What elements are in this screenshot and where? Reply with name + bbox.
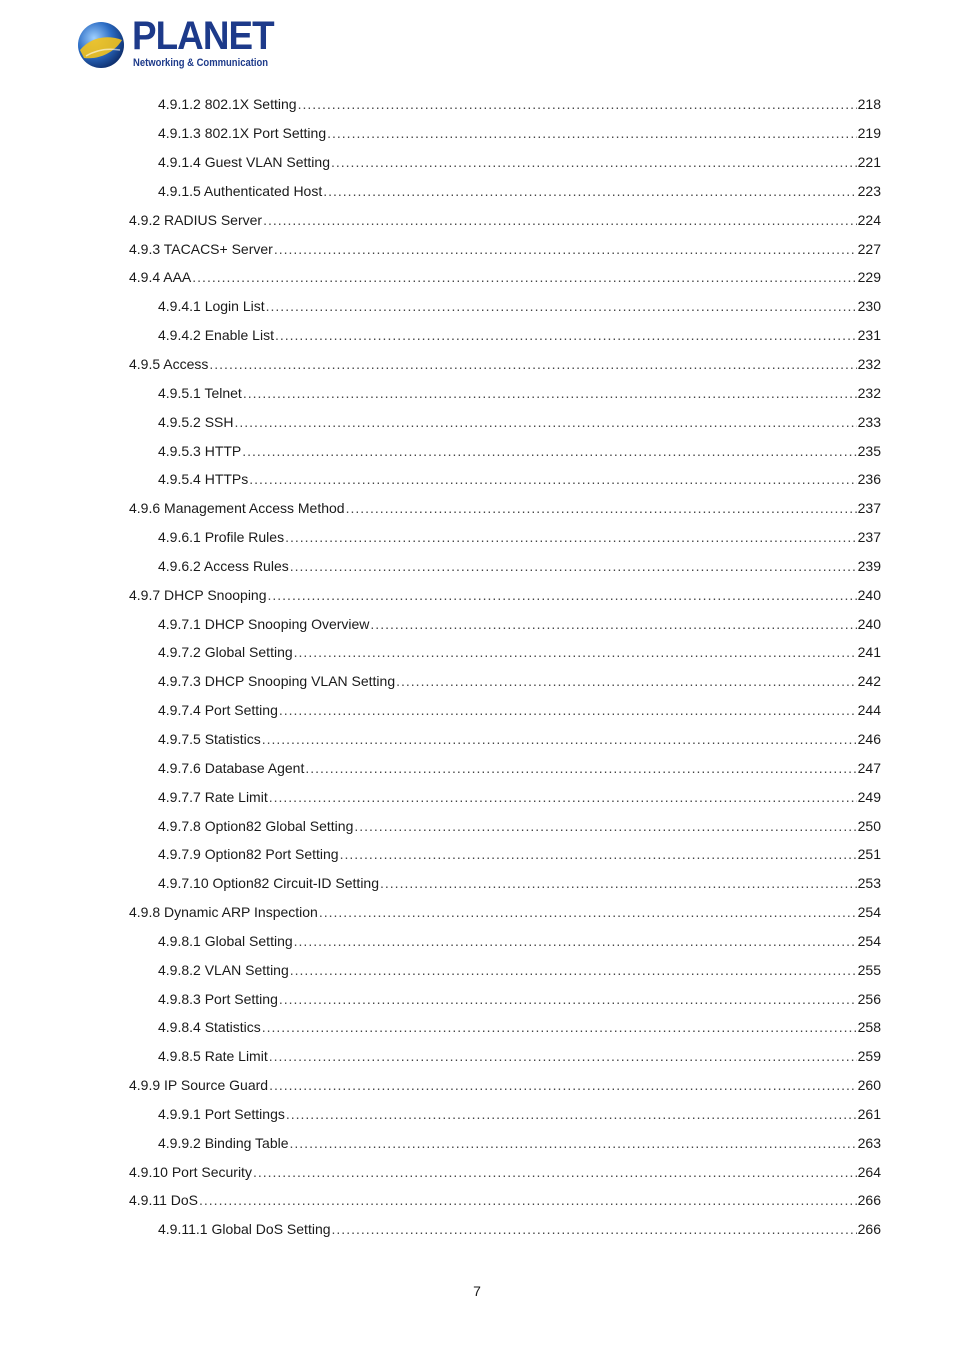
toc-entry-page[interactable]: 240	[857, 615, 881, 632]
toc-dot-leader	[290, 558, 857, 574]
toc-dot-leader	[290, 1135, 857, 1151]
toc-entry-page[interactable]: 264	[857, 1163, 881, 1180]
toc-entry[interactable]	[0, 465, 954, 494]
toc-entry-title[interactable]: 4.9.1.5 Authenticated Host	[158, 182, 323, 199]
toc-entry[interactable]	[0, 234, 954, 263]
toc-entry-title[interactable]: 4.9.7.4 Port Setting	[158, 702, 278, 719]
toc-entry-row[interactable]	[158, 1135, 881, 1151]
toc-dot-leader	[274, 241, 857, 257]
toc-entry-page[interactable]: 237	[857, 529, 881, 546]
toc-entry-page[interactable]: 260	[857, 1077, 881, 1094]
page-number: 7	[473, 1283, 481, 1299]
toc-dot-leader	[268, 587, 857, 603]
toc-entry[interactable]	[0, 263, 954, 292]
toc-entry-row[interactable]	[158, 818, 881, 834]
table-of-contents	[0, 90, 954, 1244]
toc-entry-page[interactable]: 254	[857, 904, 881, 921]
toc-entry-row[interactable]	[158, 443, 881, 459]
toc-entry-title[interactable]: 4.9.1.3 802.1X Port Setting	[158, 125, 327, 142]
toc-entry-page[interactable]: 249	[857, 788, 881, 805]
toc-entry-page[interactable]: 240	[857, 586, 881, 603]
toc-entry-row[interactable]	[158, 673, 881, 689]
toc-entry-row[interactable]	[158, 327, 881, 343]
toc-dot-leader	[294, 933, 857, 949]
toc-entry-title[interactable]: 4.9.7.2 Global Setting	[158, 644, 293, 661]
toc-entry-title[interactable]: 4.9.3 TACACS+ Server	[129, 240, 273, 257]
toc-entry-row[interactable]	[129, 904, 881, 920]
toc-entry-page[interactable]: 241	[857, 644, 881, 661]
toc-entry[interactable]	[0, 292, 954, 321]
toc-entry-page[interactable]: 263	[857, 1134, 881, 1151]
toc-entry-row[interactable]	[158, 846, 881, 862]
toc-dot-leader	[331, 154, 857, 170]
toc-entry-row[interactable]	[158, 558, 881, 574]
toc-entry-page[interactable]: 231	[857, 327, 881, 344]
toc-entry-page[interactable]: 236	[857, 471, 881, 488]
toc-entry[interactable]	[0, 725, 954, 754]
toc-entry-row[interactable]	[158, 616, 881, 632]
toc-entry-title[interactable]: 4.9.10 Port Security	[129, 1163, 252, 1180]
toc-entry-page[interactable]: 232	[857, 384, 881, 401]
toc-entry-page[interactable]: 266	[857, 1221, 881, 1238]
toc-entry-title[interactable]: 4.9.11 DoS	[129, 1192, 199, 1209]
toc-dot-leader	[263, 212, 857, 228]
toc-entry[interactable]	[0, 177, 954, 206]
toc-entry-page[interactable]: 221	[857, 154, 881, 171]
toc-entry[interactable]	[0, 811, 954, 840]
toc-entry-page[interactable]: 253	[857, 875, 881, 892]
toc-entry-title[interactable]: 4.9.4.1 Login List	[158, 298, 265, 315]
globe-icon	[76, 20, 126, 70]
toc-entry-title[interactable]: 4.9.8.5 Rate Limit	[158, 1048, 268, 1065]
toc-entry-page[interactable]: 246	[857, 730, 881, 747]
toc-entry-page[interactable]: 247	[857, 759, 881, 776]
toc-entry-title[interactable]: 4.9.8.1 Global Setting	[158, 932, 293, 949]
toc-entry[interactable]	[0, 696, 954, 725]
toc-entry-row[interactable]	[158, 529, 881, 545]
toc-dot-leader	[209, 356, 856, 372]
toc-dot-leader	[279, 991, 857, 1007]
toc-entry-page[interactable]: 256	[857, 990, 881, 1007]
toc-entry[interactable]	[0, 667, 954, 696]
toc-dot-leader	[354, 818, 856, 834]
toc-entry-row[interactable]	[129, 587, 881, 603]
toc-dot-leader	[380, 875, 857, 891]
toc-dot-leader	[319, 904, 857, 920]
toc-entry[interactable]	[0, 523, 954, 552]
toc-entry-title[interactable]: 4.9.8.2 VLAN Setting	[158, 961, 289, 978]
toc-entry[interactable]	[0, 869, 954, 898]
logo-tagline: Networking & Communication	[133, 57, 269, 69]
toc-entry-page[interactable]: 227	[857, 240, 881, 257]
toc-dot-leader	[305, 760, 856, 776]
toc-entry-title[interactable]: 4.9.2 RADIUS Server	[129, 211, 263, 228]
toc-entry-title[interactable]: 4.9.1.2 802.1X Setting	[158, 96, 297, 113]
toc-entry-title[interactable]: 4.9.5.4 HTTPs	[158, 471, 249, 488]
toc-entry-page[interactable]: 218	[857, 96, 881, 113]
toc-entry-page[interactable]: 250	[857, 817, 881, 834]
toc-entry-title[interactable]: 4.9.7.7 Rate Limit	[158, 788, 268, 805]
toc-entry-page[interactable]: 258	[857, 1019, 881, 1036]
toc-entry-row[interactable]	[158, 962, 881, 978]
toc-entry-title[interactable]: 4.9.7.6 Database Agent	[158, 759, 305, 776]
toc-entry-title[interactable]: 4.9.1.4 Guest VLAN Setting	[158, 154, 330, 171]
toc-entry[interactable]	[0, 1013, 954, 1042]
toc-entry-row[interactable]	[158, 1221, 881, 1237]
toc-entry-title[interactable]: 4.9.4 AAA	[129, 269, 192, 286]
toc-entry-title[interactable]: 4.9.9 IP Source Guard	[129, 1077, 269, 1094]
toc-dot-leader	[253, 1164, 857, 1180]
toc-dot-leader	[285, 529, 857, 545]
toc-entry-row[interactable]	[129, 212, 881, 228]
toc-dot-leader	[327, 125, 857, 141]
toc-entry[interactable]	[0, 638, 954, 667]
toc-entry-page[interactable]: 219	[857, 125, 881, 142]
toc-entry-title[interactable]: 4.9.11.1 Global DoS Setting	[158, 1221, 331, 1238]
toc-entry-title[interactable]: 4.9.8 Dynamic ARP Inspection	[129, 904, 318, 921]
toc-dot-leader	[269, 789, 857, 805]
toc-dot-leader	[235, 414, 857, 430]
toc-entry-page[interactable]: 223	[857, 182, 881, 199]
toc-entry-row[interactable]	[158, 1048, 881, 1064]
toc-entry-title[interactable]: 4.9.5.1 Telnet	[158, 384, 242, 401]
toc-entry[interactable]	[0, 926, 954, 955]
toc-dot-leader	[346, 500, 857, 516]
toc-entry-page[interactable]: 229	[857, 269, 881, 286]
toc-entry[interactable]	[0, 148, 954, 177]
toc-entry-page[interactable]: 261	[857, 1105, 881, 1122]
toc-entry-row[interactable]	[158, 644, 881, 660]
toc-entry-row[interactable]	[158, 760, 881, 776]
toc-entry[interactable]	[0, 552, 954, 581]
toc-entry-title[interactable]: 4.9.5.2 SSH	[158, 413, 234, 430]
toc-entry[interactable]	[0, 436, 954, 465]
toc-dot-leader	[290, 962, 857, 978]
toc-entry[interactable]	[0, 350, 954, 379]
toc-entry[interactable]	[0, 1071, 954, 1100]
toc-entry-page[interactable]: 251	[857, 846, 881, 863]
toc-entry-row[interactable]	[129, 1192, 881, 1208]
toc-dot-leader	[298, 96, 857, 112]
toc-entry-title[interactable]: 4.9.8.4 Statistics	[158, 1019, 261, 1036]
toc-entry-page[interactable]: 239	[857, 557, 881, 574]
toc-entry-row[interactable]	[158, 154, 881, 170]
toc-entry[interactable]	[0, 1128, 954, 1157]
toc-entry[interactable]	[0, 580, 954, 609]
toc-entry[interactable]	[0, 1186, 954, 1215]
toc-entry-row[interactable]	[158, 702, 881, 718]
planet-logo	[76, 14, 276, 72]
toc-entry-row[interactable]	[158, 789, 881, 805]
toc-entry-page[interactable]: 233	[857, 413, 881, 430]
toc-entry-title[interactable]: 4.9.9.1 Port Settings	[158, 1105, 285, 1122]
toc-entry-title[interactable]: 4.9.7.10 Option82 Circuit-ID Setting	[158, 875, 380, 892]
toc-entry[interactable]	[0, 1157, 954, 1186]
toc-entry-page[interactable]: 255	[857, 961, 881, 978]
toc-entry[interactable]	[0, 119, 954, 148]
toc-entry-row[interactable]	[129, 1164, 881, 1180]
toc-entry-title[interactable]: 4.9.5.3 HTTP	[158, 442, 242, 459]
toc-entry-row[interactable]	[129, 1077, 881, 1093]
toc-entry-row[interactable]	[129, 356, 881, 372]
toc-dot-leader	[323, 183, 856, 199]
toc-entry-title[interactable]: 4.9.7.5 Statistics	[158, 730, 261, 747]
toc-entry-page[interactable]: 259	[857, 1048, 881, 1065]
toc-dot-leader	[262, 1019, 857, 1035]
toc-entry[interactable]	[0, 984, 954, 1013]
toc-entry-title[interactable]: 4.9.8.3 Port Setting	[158, 990, 278, 1007]
toc-entry[interactable]	[0, 609, 954, 638]
toc-entry-page[interactable]: 224	[857, 211, 881, 228]
toc-dot-leader	[275, 327, 857, 343]
toc-entry-row[interactable]	[158, 471, 881, 487]
toc-entry-page[interactable]: 254	[857, 932, 881, 949]
toc-entry-title[interactable]: 4.9.4.2 Enable List	[158, 327, 274, 344]
toc-entry[interactable]	[0, 955, 954, 984]
toc-entry[interactable]	[0, 321, 954, 350]
toc-entry-page[interactable]: 266	[857, 1192, 881, 1209]
toc-entry[interactable]	[0, 407, 954, 436]
toc-entry-title[interactable]: 4.9.7 DHCP Snooping	[129, 586, 267, 603]
toc-entry-row[interactable]	[129, 241, 881, 257]
toc-entry[interactable]	[0, 90, 954, 119]
toc-entry-title[interactable]: 4.9.9.2 Binding Table	[158, 1134, 289, 1151]
toc-entry[interactable]	[0, 1215, 954, 1244]
toc-entry[interactable]	[0, 753, 954, 782]
toc-entry[interactable]	[0, 1100, 954, 1129]
toc-entry-row[interactable]	[129, 269, 881, 285]
toc-entry-title[interactable]: 4.9.7.1 DHCP Snooping Overview	[158, 615, 370, 632]
toc-entry[interactable]	[0, 898, 954, 927]
toc-entry[interactable]	[0, 378, 954, 407]
toc-entry[interactable]	[0, 840, 954, 869]
logo-wordmark: PLANET	[132, 14, 274, 58]
toc-entry-row[interactable]	[158, 1106, 881, 1122]
toc-entry-row[interactable]	[129, 500, 881, 516]
toc-entry-row[interactable]	[158, 183, 881, 199]
toc-entry-row[interactable]	[158, 298, 881, 314]
toc-dot-leader	[286, 1106, 857, 1122]
toc-entry-page[interactable]: 235	[857, 442, 881, 459]
toc-dot-leader	[370, 616, 856, 632]
toc-entry-title[interactable]: 4.9.7.8 Option82 Global Setting	[158, 817, 354, 834]
toc-dot-leader	[192, 269, 856, 285]
toc-dot-leader	[396, 673, 857, 689]
toc-entry-row[interactable]	[158, 414, 881, 430]
toc-entry-title[interactable]: 4.9.6 Management Access Method	[129, 500, 345, 517]
toc-dot-leader	[199, 1192, 857, 1208]
toc-dot-leader	[269, 1048, 857, 1064]
toc-entry-row[interactable]	[158, 731, 881, 747]
toc-entry-page[interactable]: 244	[857, 702, 881, 719]
toc-entry-row[interactable]	[158, 125, 881, 141]
toc-entry[interactable]	[0, 1042, 954, 1071]
toc-entry-page[interactable]: 242	[857, 673, 881, 690]
toc-entry[interactable]	[0, 782, 954, 811]
toc-entry-row[interactable]	[158, 385, 881, 401]
toc-dot-leader	[340, 846, 857, 862]
toc-dot-leader	[249, 471, 856, 487]
toc-entry-row[interactable]	[158, 933, 881, 949]
toc-dot-leader	[279, 702, 857, 718]
toc-dot-leader	[243, 385, 857, 401]
toc-dot-leader	[266, 298, 857, 314]
toc-entry-page[interactable]: 230	[857, 298, 881, 315]
toc-entry-row[interactable]	[158, 1019, 881, 1035]
toc-entry-title[interactable]: 4.9.7.3 DHCP Snooping VLAN Setting	[158, 673, 396, 690]
toc-entry-title[interactable]: 4.9.7.9 Option82 Port Setting	[158, 846, 339, 863]
toc-dot-leader	[294, 644, 857, 660]
toc-dot-leader	[242, 443, 856, 459]
toc-dot-leader	[269, 1077, 857, 1093]
toc-dot-leader	[332, 1221, 857, 1237]
toc-entry-page[interactable]: 237	[857, 500, 881, 517]
toc-entry-title[interactable]: 4.9.6.1 Profile Rules	[158, 529, 285, 546]
toc-entry[interactable]	[0, 494, 954, 523]
toc-entry-row[interactable]	[158, 96, 881, 112]
toc-entry-title[interactable]: 4.9.5 Access	[129, 356, 209, 373]
toc-entry-row[interactable]	[158, 991, 881, 1007]
toc-entry-page[interactable]: 232	[857, 356, 881, 373]
toc-entry[interactable]	[0, 205, 954, 234]
toc-entry-row[interactable]	[158, 875, 881, 891]
toc-entry-title[interactable]: 4.9.6.2 Access Rules	[158, 557, 289, 574]
toc-dot-leader	[262, 731, 857, 747]
